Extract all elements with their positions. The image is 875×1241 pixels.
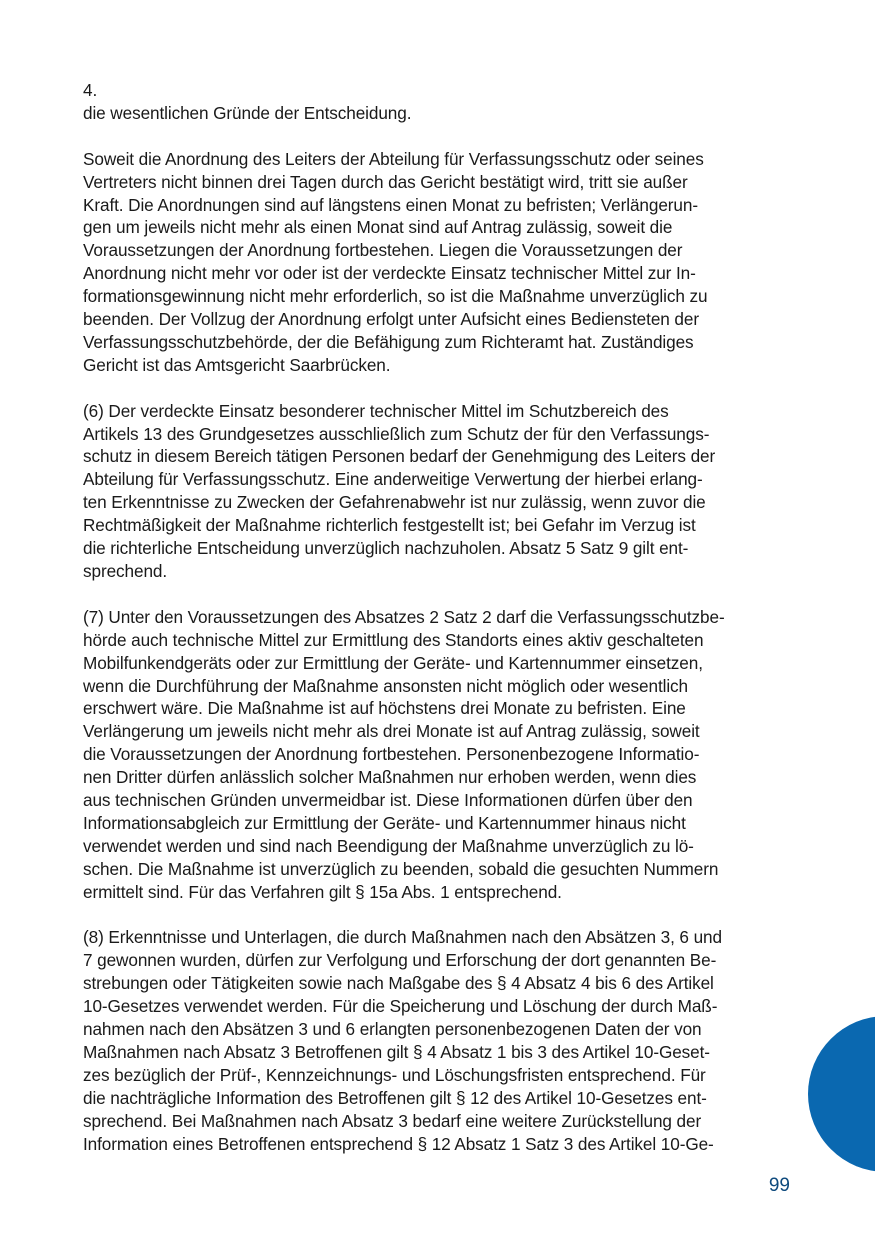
paragraph-para-8 [83, 926, 793, 1155]
text-line: die wesentlichen Gründe der Entscheidung. [83, 102, 412, 123]
text-line: die Voraussetzungen der Anordnung fortbestehen. Personenbezogene Informatio- [83, 744, 700, 765]
text-line: Verfassungsschutzbehörde, der die Befähigung zum Richteramt hat. Zuständiges [83, 331, 694, 352]
text-line: Kraft. Die Anordnungen sind auf längstens einen Monat zu befristen; Verlängerun- [83, 194, 698, 215]
text-line: nahmen nach den Absätzen 3 und 6 erlangten personenbezogenen Daten der von [83, 1019, 702, 1040]
text-line: Mobilfunkendgeräts oder zur Ermittlung der Geräte- und Kartennummer einsetzen, [83, 652, 703, 673]
text-line: hörde auch technische Mittel zur Ermittlung des Standorts eines aktiv geschalteten [83, 629, 704, 650]
text-line: Abteilung für Verfassungsschutz. Eine anderweitige Verwertung der hierbei erlang- [83, 469, 703, 490]
text-line: gen um jeweils nicht mehr als einen Monat sind auf Antrag zulässig, soweit die [83, 217, 673, 238]
text-line: ten Erkenntnisse zu Zwecken der Gefahrenabwehr ist nur zulässig, wenn zuvor die [83, 492, 706, 513]
text-line: Informationsabgleich zur Ermittlung der Geräte- und Kartennummer hinaus nicht [83, 812, 686, 833]
paragraph-item-4 [83, 79, 793, 125]
text-line: 7 gewonnen wurden, dürfen zur Verfolgung und Erforschung der dort genannten Be- [83, 950, 717, 971]
text-line: schutz in diesem Bereich tätigen Personen bedarf der Genehmigung des Leiters der [83, 446, 716, 467]
text-line: sprechend. [83, 561, 168, 581]
text-line: Voraussetzungen der Anordnung fortbestehen. Liegen die Voraussetzungen der [83, 240, 683, 261]
text-line: erschwert wäre. Die Maßnahme ist auf höchstens drei Monate zu befristen. Eine [83, 698, 686, 719]
text-line: Information eines Betroffenen entsprechend § 12 Absatz 1 Satz 3 des Artikel 10-Ge- [83, 1133, 714, 1154]
text-line: Gericht ist das Amtsgericht Saarbrücken. [83, 354, 391, 375]
paragraph-para-6 [83, 400, 793, 583]
text-line: Maßnahmen nach Absatz 3 Betroffenen gilt § 4 Absatz 1 bis 3 des Artikel 10-Geset- [83, 1042, 710, 1062]
paragraph-gap [83, 125, 793, 148]
text-line: Artikels 13 des Grundgesetzes ausschließlich zum Schutz der für den Verfassungs- [83, 423, 710, 444]
text-line: (7) Unter den Voraussetzungen des Absatzes 2 Satz 2 darf die Verfassungsschutzbe- [83, 606, 725, 627]
text-line: ermittelt sind. Für das Verfahren gilt § 15a Abs. 1 entsprechend. [83, 881, 562, 902]
text-line: strebungen oder Tätigkeiten sowie nach Maßgabe des § 4 Absatz 4 bis 6 des Artikel [83, 973, 714, 994]
paragraph-para-7 [83, 606, 793, 904]
paragraph-para-anordnung [83, 148, 793, 377]
page-number: 99 [768, 1175, 790, 1196]
paragraph-gap [83, 583, 793, 606]
text-line: Anordnung nicht mehr vor oder ist der verdeckte Einsatz technischer Mittel zur In- [83, 263, 696, 284]
text-line: Vertreters nicht binnen drei Tagen durch das Gericht bestätigt wird, tritt sie außer [83, 171, 688, 192]
body-text [83, 79, 793, 1156]
text-line: aus technischen Gründen unvermeidbar ist. Diese Informationen dürfen über den [83, 790, 693, 811]
text-line: Verlängerung um jeweils nicht mehr als drei Monate ist auf Antrag zulässig, soweit [83, 721, 700, 742]
text-line: (6) Der verdeckte Einsatz besonderer technischer Mittel im Schutzbereich des [83, 400, 669, 421]
text-line: zes bezüglich der Prüf-, Kennzeichnungs- und Löschungsfristen entsprechend. Für [83, 1064, 706, 1085]
text-line: beenden. Der Vollzug der Anordnung erfolgt unter Aufsicht eines Bediensteten der [83, 309, 699, 330]
text-line: wenn die Durchführung der Maßnahme ansonsten nicht möglich oder wesentlich [83, 675, 689, 696]
paragraph-gap [83, 377, 793, 400]
text-line: sprechend. Bei Maßnahmen nach Absatz 3 bedarf eine weitere Zurückstellung der [83, 1110, 702, 1131]
blue-circle-decoration [808, 1016, 875, 1172]
text-line: schen. Die Maßnahme ist unverzüglich zu beenden, sobald die gesuchten Nummern [83, 858, 719, 879]
text-line: Soweit die Anordnung des Leiters der Abteilung für Verfassungsschutz oder seines [83, 148, 704, 169]
text-line: (8) Erkenntnisse und Unterlagen, die durch Maßnahmen nach den Absätzen 3, 6 und [83, 927, 722, 948]
text-line: 10-Gesetzes verwendet werden. Für die Speicherung und Löschung der durch Maß- [83, 996, 718, 1017]
text-line: nen Dritter dürfen anlässlich solcher Maßnahmen nur erhoben werden, wenn dies [83, 767, 697, 788]
text-line: verwendet werden und sind nach Beendigung der Maßnahme unverzüglich zu lö- [83, 835, 694, 856]
text-line: die nachträgliche Information des Betroffenen gilt § 12 des Artikel 10-Gesetzes ent- [83, 1087, 707, 1108]
text-line: Rechtmäßigkeit der Maßnahme richterlich festgestellt ist; bei Gefahr im Verzug ist [83, 515, 696, 536]
text-line: die richterliche Entscheidung unverzüglich nachzuholen. Absatz 5 Satz 9 gilt ent- [83, 538, 689, 559]
text-line: formationsgewinnung nicht mehr erforderlich, so ist die Maßnahme unverzüglich zu [83, 286, 708, 307]
text-line: 4. [83, 80, 98, 100]
paragraph-gap [83, 904, 793, 927]
